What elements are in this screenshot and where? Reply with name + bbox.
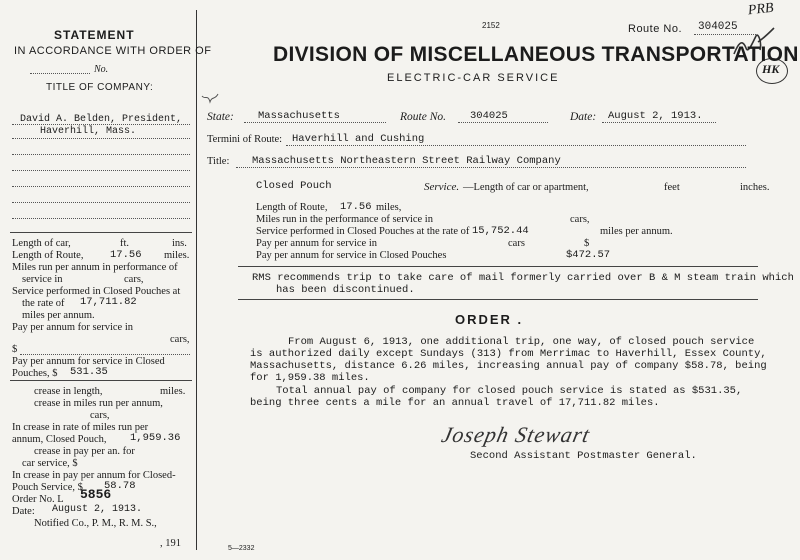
title-label: Title:: [207, 156, 230, 167]
length-route-value: 17.56: [110, 249, 142, 261]
blank-line: [12, 124, 190, 125]
length-car-ins: ins.: [172, 238, 187, 249]
year-191: , 191: [160, 538, 181, 549]
order-heading: ORDER .: [455, 312, 524, 327]
crease-pay-closed-value: 58.78: [104, 480, 136, 492]
service-pouches-unit: miles per annum.: [600, 226, 673, 237]
title-blank: [236, 167, 746, 168]
remark-line-1: RMS recommends trip to take care of mail formerly carried over B & M steam train which: [252, 272, 794, 284]
state-blank: [244, 122, 386, 123]
service-pouches-label: Service performed in Closed Pouches at the rate of: [256, 226, 470, 237]
crease-rate-line-1: In crease in rate of miles run per: [12, 422, 149, 433]
main-title: DIVISION OF MISCELLANEOUS TRANSPORTATION: [273, 43, 799, 66]
route-no-value: 304025: [698, 21, 738, 33]
service-label: Service.: [424, 181, 460, 193]
crease-length: crease in length,: [34, 386, 103, 397]
state-label: State:: [207, 111, 234, 123]
signer-title: Second Assistant Postmaster General.: [470, 450, 697, 462]
order-para1-line-1: From August 6, 1913, one additional trip, one way, of closed pouch service: [288, 336, 755, 348]
route-no-label: Route No.: [628, 23, 683, 35]
miles-run-line-2b: cars,: [124, 274, 144, 285]
signature: Joseph Stewart: [439, 422, 593, 447]
blank-line: [12, 138, 190, 139]
form-route-label: Route No.: [400, 111, 446, 123]
pay-closed-line-2: Pouches, $: [12, 368, 58, 379]
miles-run-line-1: Miles run per annum in performance of: [12, 262, 178, 273]
form-date-value: August 2, 1913.: [608, 110, 703, 122]
form-length-route-label: Length of Route,: [256, 202, 328, 213]
order-para2-line-1: Total annual pay of company for closed pouch service is stated as $531.35,: [276, 385, 743, 397]
order-para1-line-4: for 1,959.38 miles.: [250, 372, 370, 384]
form-route-value: 304025: [470, 110, 508, 122]
miles-run-line-2a: service in: [22, 274, 63, 285]
route-blank: [458, 122, 548, 123]
blank-line: [12, 218, 190, 219]
pay-service-label: Pay per annum for service in: [12, 322, 134, 333]
state-value: Massachusetts: [258, 110, 340, 122]
length-car-label: Length of car,: [12, 238, 71, 249]
order-para2-line-2: being three cents a mile for an annual travel of 17,711.82 miles.: [250, 397, 660, 409]
form-length-route-unit: miles,: [376, 202, 402, 213]
blank-line: [12, 186, 190, 187]
crease-miles-line-2: cars,: [90, 410, 110, 421]
length-route-label: Length of Route,: [12, 250, 84, 261]
termini-blank: [286, 145, 746, 146]
blank-line: [12, 154, 190, 155]
crease-rate-value: 1,959.36: [130, 432, 181, 444]
form-pay-closed-value: $472.57: [566, 249, 611, 261]
feet-label: feet: [664, 182, 680, 193]
form-miles-run-label: Miles run in the performance of service in: [256, 214, 433, 225]
company-line-1: David A. Belden, President,: [20, 114, 183, 125]
form-pay-service-label: Pay per annum for service in: [256, 238, 378, 249]
service-pouches-value: 15,752.44: [472, 225, 529, 237]
section-rule: [10, 232, 192, 233]
crease-pay: crease in pay per an. for: [34, 446, 135, 457]
blank-line: [12, 202, 190, 203]
no-label: No.: [94, 64, 109, 75]
blank-line: [20, 354, 190, 355]
crease-pay-closed-line-2: Pouch Service, $: [12, 482, 83, 493]
form-length-route-value: 17.56: [340, 201, 372, 213]
column-divider: [196, 10, 197, 550]
termini-label: Termini of Route:: [207, 134, 283, 145]
remark-line-2: has been discontinued.: [276, 284, 415, 296]
company-line-2: Haverhill, Mass.: [40, 126, 137, 137]
circled-initials: HK: [762, 62, 780, 76]
crease-miles-line-1: crease in miles run per annum,: [34, 398, 163, 409]
service-length-label: —Length of car or apartment,: [463, 182, 589, 193]
pay-service-cars: cars,: [170, 334, 190, 345]
closed-pouch-value: 17,711.82: [80, 296, 137, 308]
form-miles-run-unit: cars,: [570, 214, 590, 225]
date-blank: [602, 122, 716, 123]
section-rule: [10, 380, 192, 381]
car-service: car service, $: [22, 458, 78, 469]
pay-closed-value: 531.35: [70, 366, 108, 378]
stamp-initials: PRB: [747, 0, 775, 19]
sub-title: ELECTRIC-CAR SERVICE: [387, 72, 560, 84]
accordance-heading: IN ACCORDANCE WITH ORDER OF: [14, 45, 212, 57]
title-company-heading: TITLE OF COMPANY:: [46, 82, 154, 93]
left-date-label: Date:: [12, 506, 35, 517]
order-no-blank: [30, 73, 90, 74]
pay-service-dollar: $: [12, 344, 18, 355]
order-no-value: 5856: [80, 487, 112, 502]
length-car-ft: ft.: [120, 238, 130, 249]
notified-label: Notified Co., P. M., R. M. S.,: [34, 518, 157, 529]
title-value: Massachusetts Northeastern Street Railway Company: [252, 155, 561, 167]
closed-pouch-line-2: the rate of: [22, 298, 65, 309]
order-para1-line-3: Massachusetts, distance 6.26 miles, increasing annual pay of company $58.78, being: [250, 360, 767, 372]
pay-closed-line-1: Pay per annum for service in Closed: [12, 356, 165, 367]
termini-value: Haverhill and Cushing: [292, 133, 425, 145]
form-pay-closed-label: Pay per annum for service in Closed Pouches: [256, 250, 447, 261]
blank-line: [12, 170, 190, 171]
remark-top-rule: [238, 266, 758, 267]
inches-label: inches.: [740, 182, 770, 193]
footer-form-code: 5—2332: [228, 545, 255, 552]
statement-heading: STATEMENT: [54, 28, 135, 42]
crease-length-unit: miles.: [160, 386, 186, 397]
form-pay-service-dollar: $: [584, 238, 590, 249]
check-mark-icon: [200, 90, 222, 108]
pouch-value: Closed Pouch: [256, 180, 332, 192]
crease-rate-line-2: annum, Closed Pouch,: [12, 434, 107, 445]
order-para1-line-2: is authorized daily except Sundays (313) from Merrimac to Haverhill, Essex County,: [250, 348, 767, 360]
length-route-unit: miles.: [164, 250, 190, 261]
remark-bottom-rule: [238, 299, 758, 300]
form-date-label: Date:: [570, 111, 597, 123]
left-date-value: August 2, 1913.: [52, 504, 143, 515]
closed-pouch-line-3: miles per annum.: [22, 310, 95, 321]
form-number: 2152: [482, 21, 500, 30]
closed-pouch-line-1: Service performed in Closed Pouches at: [12, 286, 181, 297]
crease-pay-closed-line-1: In crease in pay per annum for Closed-: [12, 470, 176, 481]
order-no-label: Order No. L: [12, 494, 64, 505]
form-pay-service-cars: cars: [508, 238, 525, 249]
